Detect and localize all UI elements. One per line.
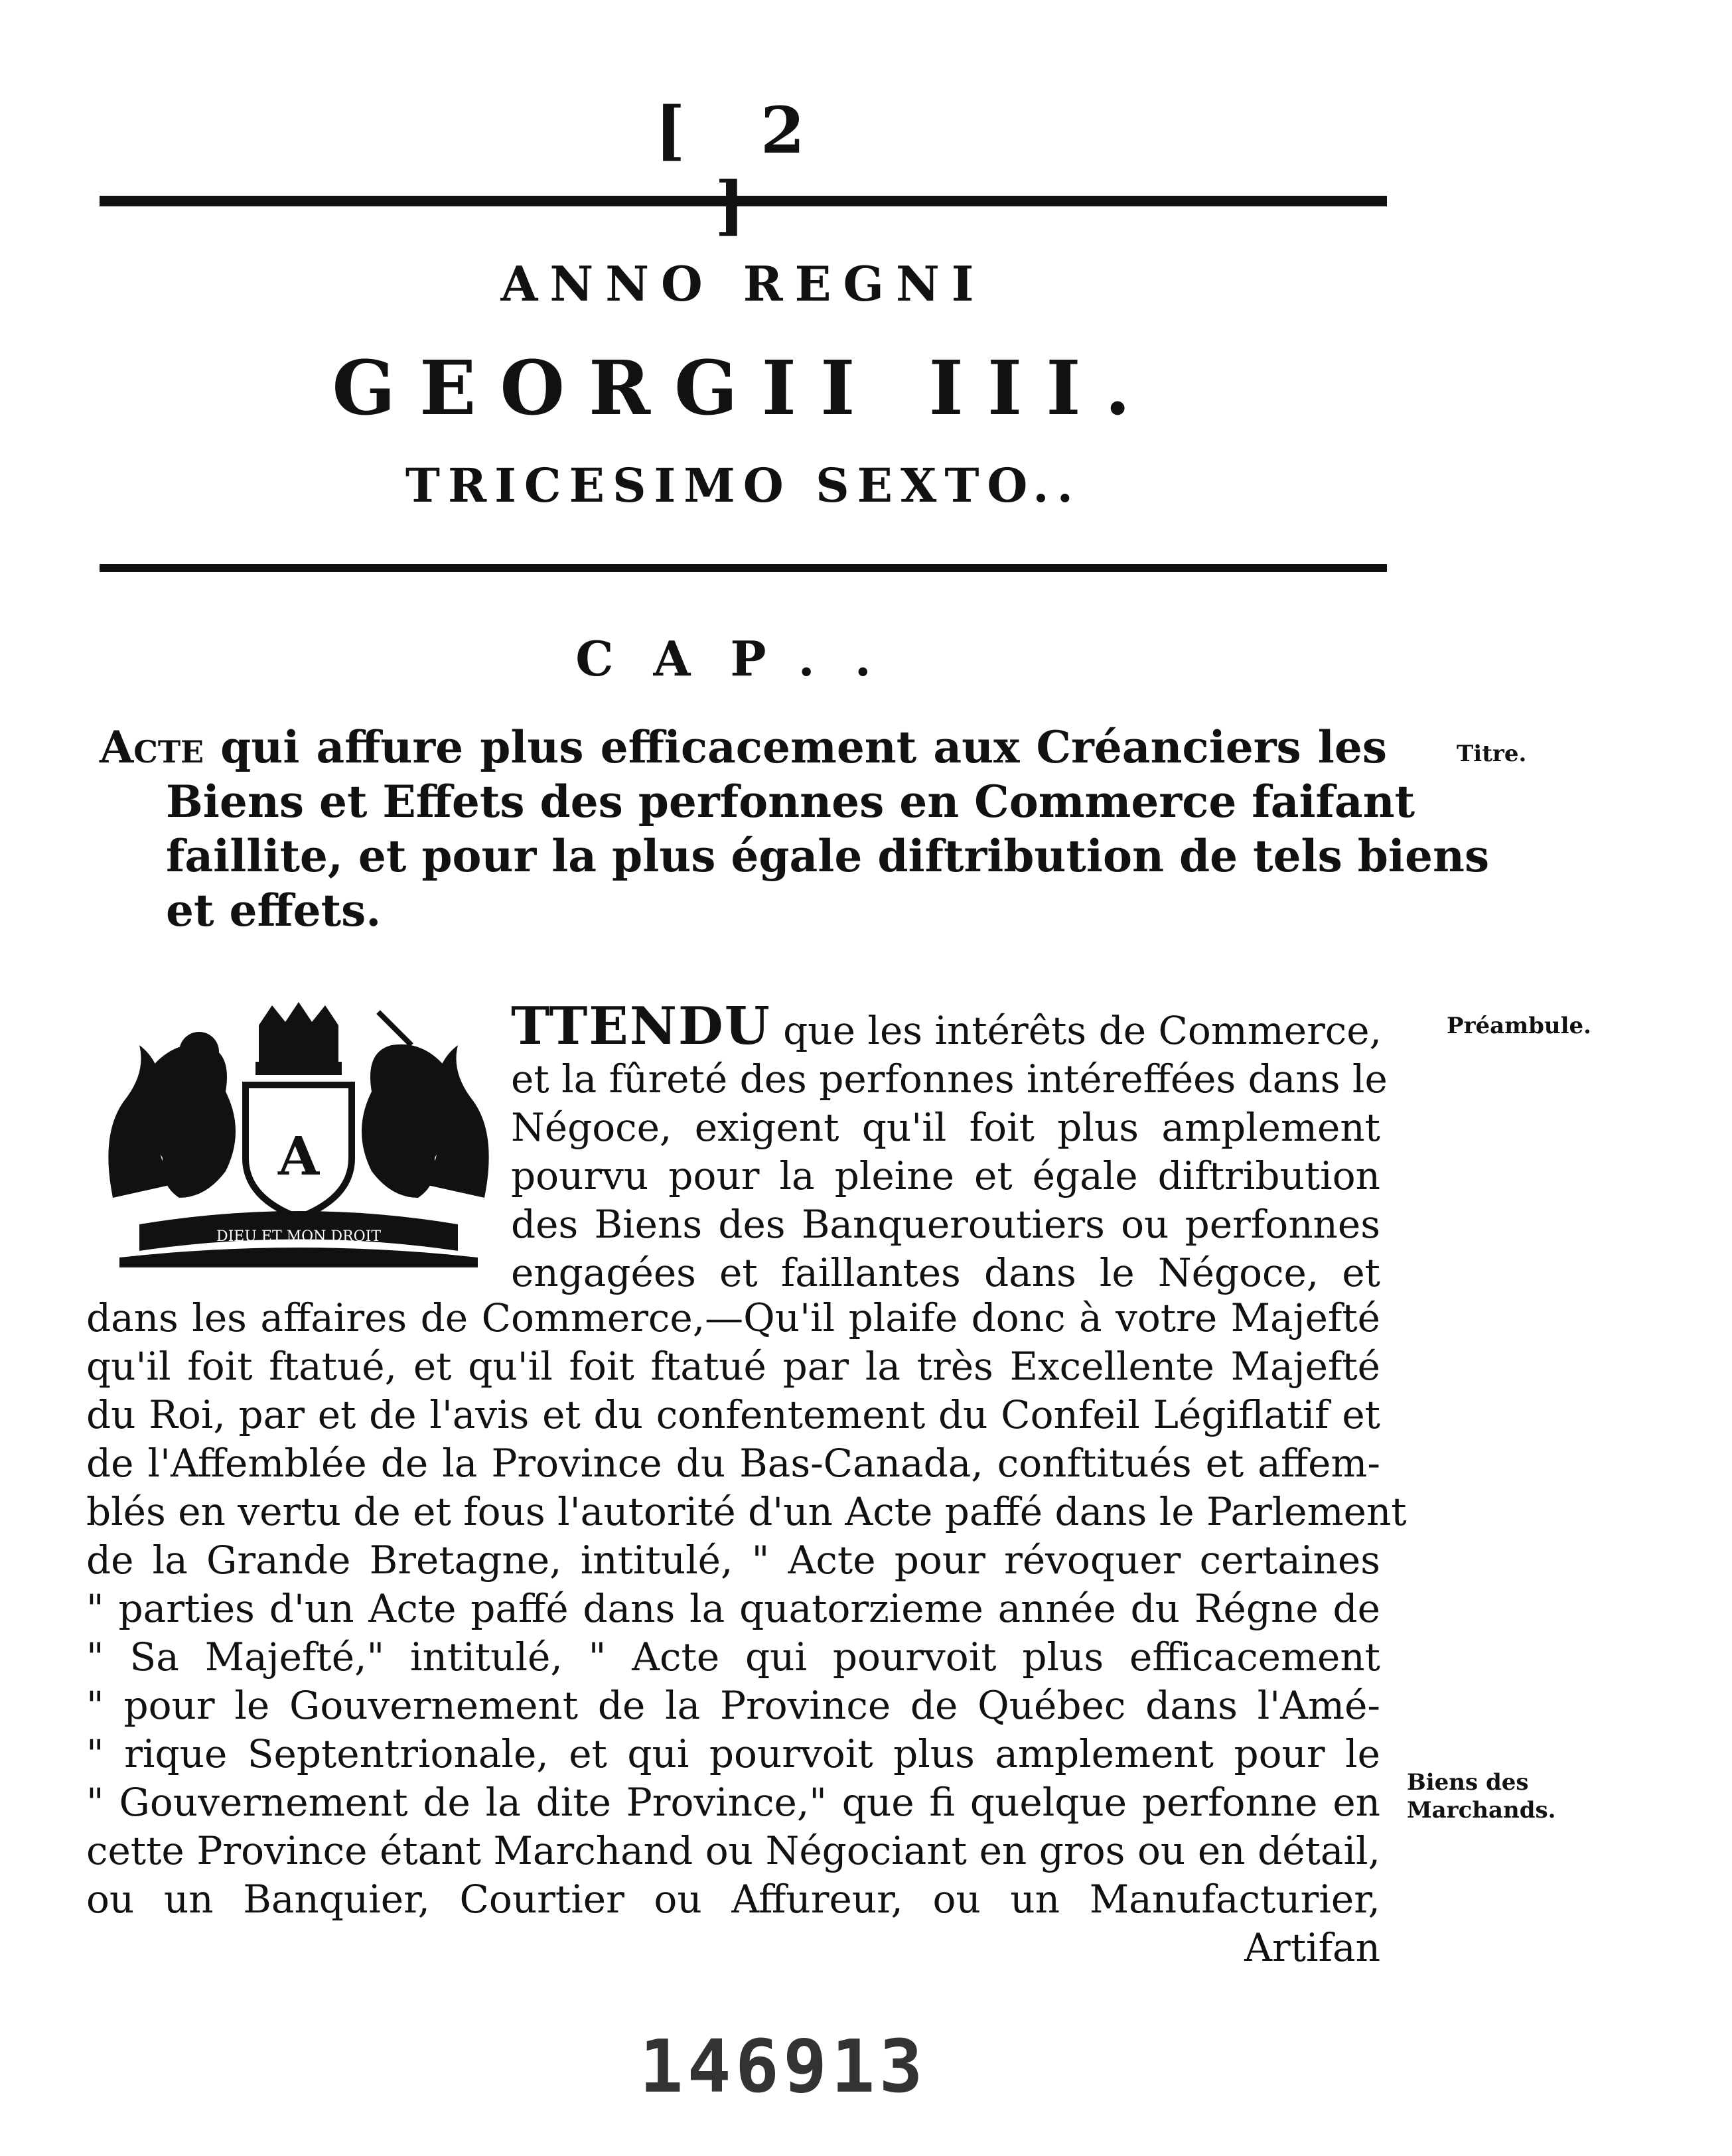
chapter-label: CAP.. — [575, 630, 911, 687]
heading-tricesimo: TRICESIMO SEXTO.. — [405, 458, 1082, 513]
body-line: qu'il foit ftatué, et qu'il foit ftatué par la très Excellente Majefté — [86, 1344, 1380, 1389]
preamble-line — [511, 996, 1382, 1056]
body-line: ou un Banquier, Courtier ou Affureur, ou un Manufacturier, — [86, 1877, 1380, 1922]
act-title-lead: Acte — [100, 721, 204, 773]
heading-anno-regni: ANNO REGNI — [500, 255, 986, 312]
act-title-line: Biens et Effets des perfonnes en Commerce faifant — [166, 776, 1415, 827]
preamble-wrap — [511, 996, 1388, 1297]
drop-word: TTENDU — [511, 996, 771, 1056]
preamble-line: des Biens des Banqueroutiers ou perfonnes — [511, 1202, 1380, 1247]
coat-of-arms-icon — [100, 999, 498, 1271]
act-title-line: faillite, et pour la plus égale diftribution de tels biens — [166, 830, 1490, 882]
act-title-line: et effets. — [166, 885, 382, 936]
preamble-line-text: que les intérêts de Commerce, — [770, 1008, 1382, 1053]
body-line: blés en vertu de et fous l'autorité d'un Acte paffé dans le Parlement — [86, 1489, 1407, 1534]
page-number: [ 2 — [655, 93, 831, 168]
act-title-line — [100, 720, 1387, 774]
margin-note-biens: Biens des Marchands. — [1407, 1769, 1556, 1824]
act-title — [100, 720, 1490, 938]
body-line: cette Province étant Marchand ou Négociant en gros ou en détail, — [86, 1828, 1380, 1873]
preamble-line: Négoce, exigent qu'il foit plus amplement — [511, 1105, 1380, 1150]
body-line: dans les affaires de Commerce,—Qu'il plaife donc à votre Majefté — [86, 1295, 1380, 1340]
body-line: du Roi, par et de l'avis et du confentement du Confeil Légiflatif et — [86, 1392, 1380, 1437]
preamble-line: pourvu pour la pleine et égale diftribution — [511, 1153, 1380, 1198]
preamble-line: engagées et faillantes dans le Négoce, et — [511, 1250, 1380, 1295]
preamble-body — [86, 1294, 1407, 1972]
body-line: " Sa Majefté," intitulé, " Acte qui pourvoit plus efficacement — [86, 1634, 1380, 1680]
top-rule — [100, 196, 1387, 206]
middle-rule — [100, 564, 1387, 572]
preamble-line: et la fûreté des perfonnes intéreffées dans le — [511, 1056, 1388, 1102]
heading-georgii: GEORGII III. — [332, 345, 1155, 432]
catchword: Artifan — [1244, 1925, 1380, 1970]
margin-note-titre: Titre. — [1457, 741, 1527, 767]
body-line: " rique Septentrionale, et qui pourvoit plus amplement pour le — [86, 1731, 1380, 1776]
margin-note-preambule: Préambule. — [1447, 1013, 1591, 1039]
royal-coat-of-arms — [100, 999, 498, 1271]
body-line: de la Grande Bretagne, intitulé, " Acte pour révoquer certaines — [86, 1538, 1380, 1583]
shield-letter: A — [277, 1125, 320, 1187]
accession-stamp: 146913 — [639, 2024, 927, 2109]
act-title-line-text: qui affure plus efficacement aux Créanciers les — [204, 721, 1387, 773]
body-line: " Gouvernement de la dite Province," que fi quelque perfonne en — [86, 1780, 1380, 1825]
body-line: " parties d'un Acte paffé dans la quatorzieme année du Régne de — [86, 1586, 1380, 1631]
body-line: " pour le Gouvernement de la Province de Québec dans l'Amé- — [86, 1683, 1380, 1728]
motto: DIEU ET MON DROIT — [216, 1228, 382, 1245]
body-line: de l'Affemblée de la Province du Bas-Canada, conftitués et affem- — [86, 1441, 1380, 1486]
